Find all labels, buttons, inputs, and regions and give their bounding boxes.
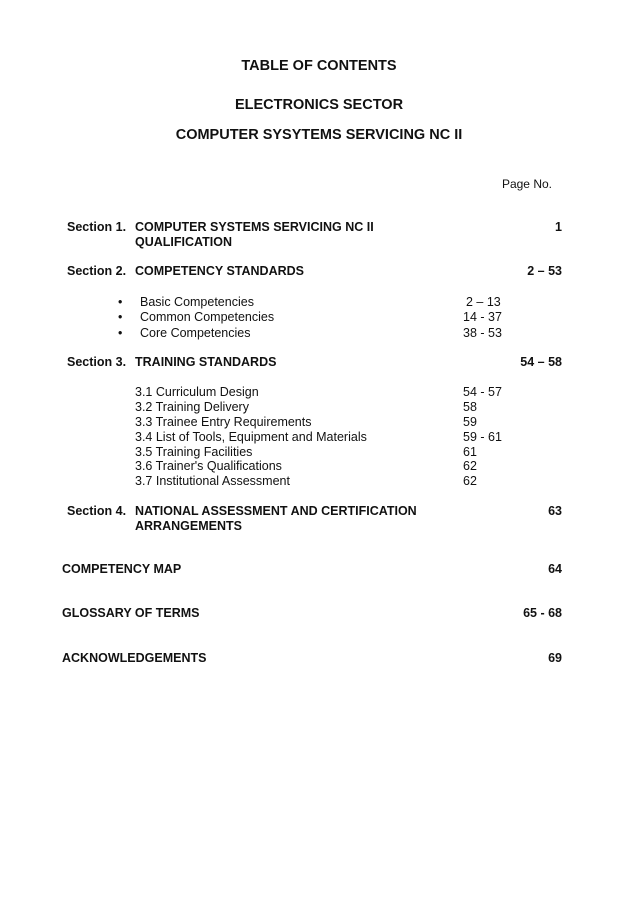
training-item-3-5: 3.5 Training Facilities (135, 445, 253, 459)
section-3-page: 54 – 58 (520, 355, 562, 369)
training-item-3-4-page: 59 - 61 (463, 430, 502, 444)
training-item-3-7-page: 62 (463, 474, 477, 488)
section-2-page: 2 – 53 (527, 264, 562, 278)
bullet-icon: • (118, 326, 123, 340)
page-no-column-label: Page No. (501, 177, 552, 191)
bullet-icon: • (118, 310, 123, 324)
competency-map-entry: COMPETENCY MAP (62, 562, 182, 576)
section-3-title: TRAINING STANDARDS (135, 355, 277, 369)
competency-map-page: 64 (548, 562, 562, 576)
section-1-title (135, 220, 374, 250)
competency-item-basic-page: 2 – 13 (466, 295, 501, 309)
training-item-3-1: 3.1 Curriculum Design (135, 385, 259, 399)
glossary-page: 65 - 68 (523, 606, 562, 620)
competency-item-common-page: 14 - 37 (463, 310, 502, 324)
competency-item-core-page: 38 - 53 (463, 326, 502, 340)
section-1-title-line1: COMPUTER SYSTEMS SERVICING NC II (135, 220, 374, 234)
sector-title: ELECTRONICS SECTOR (234, 97, 404, 113)
section-4-title-line2: ARRANGEMENTS (135, 519, 242, 533)
training-item-3-2: 3.2 Training Delivery (135, 400, 249, 414)
section-3-label: Section 3. (67, 355, 127, 369)
training-item-3-6: 3.6 Trainer's Qualifications (135, 459, 282, 473)
section-1-title-line2: QUALIFICATION (135, 235, 232, 249)
section-4-title (135, 504, 417, 534)
training-item-3-6-page: 62 (463, 459, 477, 473)
section-1-page: 1 (555, 220, 562, 234)
acknowledgements-entry: ACKNOWLEDGEMENTS (62, 651, 207, 665)
competency-item-common: Common Competencies (140, 310, 275, 324)
acknowledgements-page: 69 (548, 651, 562, 665)
section-1-label: Section 1. (67, 220, 127, 234)
training-item-3-2-page: 58 (463, 400, 477, 414)
section-2-title: COMPETENCY STANDARDS (135, 264, 304, 278)
training-item-3-7: 3.7 Institutional Assessment (135, 474, 290, 488)
page-title: TABLE OF CONTENTS (241, 58, 397, 74)
training-item-3-3-page: 59 (463, 415, 477, 429)
bullet-icon: • (118, 295, 123, 309)
qualification-title: COMPUTER SYSYTEMS SERVICING NC II (175, 127, 463, 143)
glossary-entry: GLOSSARY OF TERMS (62, 606, 200, 620)
section-4-title-line1: NATIONAL ASSESSMENT AND CERTIFICATION (135, 504, 417, 518)
training-item-3-1-page: 54 - 57 (463, 385, 502, 399)
competency-item-core: Core Competencies (140, 326, 251, 340)
training-item-3-5-page: 61 (463, 445, 477, 459)
section-4-page: 63 (548, 504, 562, 518)
training-item-3-4: 3.4 List of Tools, Equipment and Materials (135, 430, 367, 444)
training-item-3-3: 3.3 Trainee Entry Requirements (135, 415, 312, 429)
section-4-label: Section 4. (67, 504, 127, 518)
section-2-label: Section 2. (67, 264, 127, 278)
competency-item-basic: Basic Competencies (140, 295, 254, 309)
